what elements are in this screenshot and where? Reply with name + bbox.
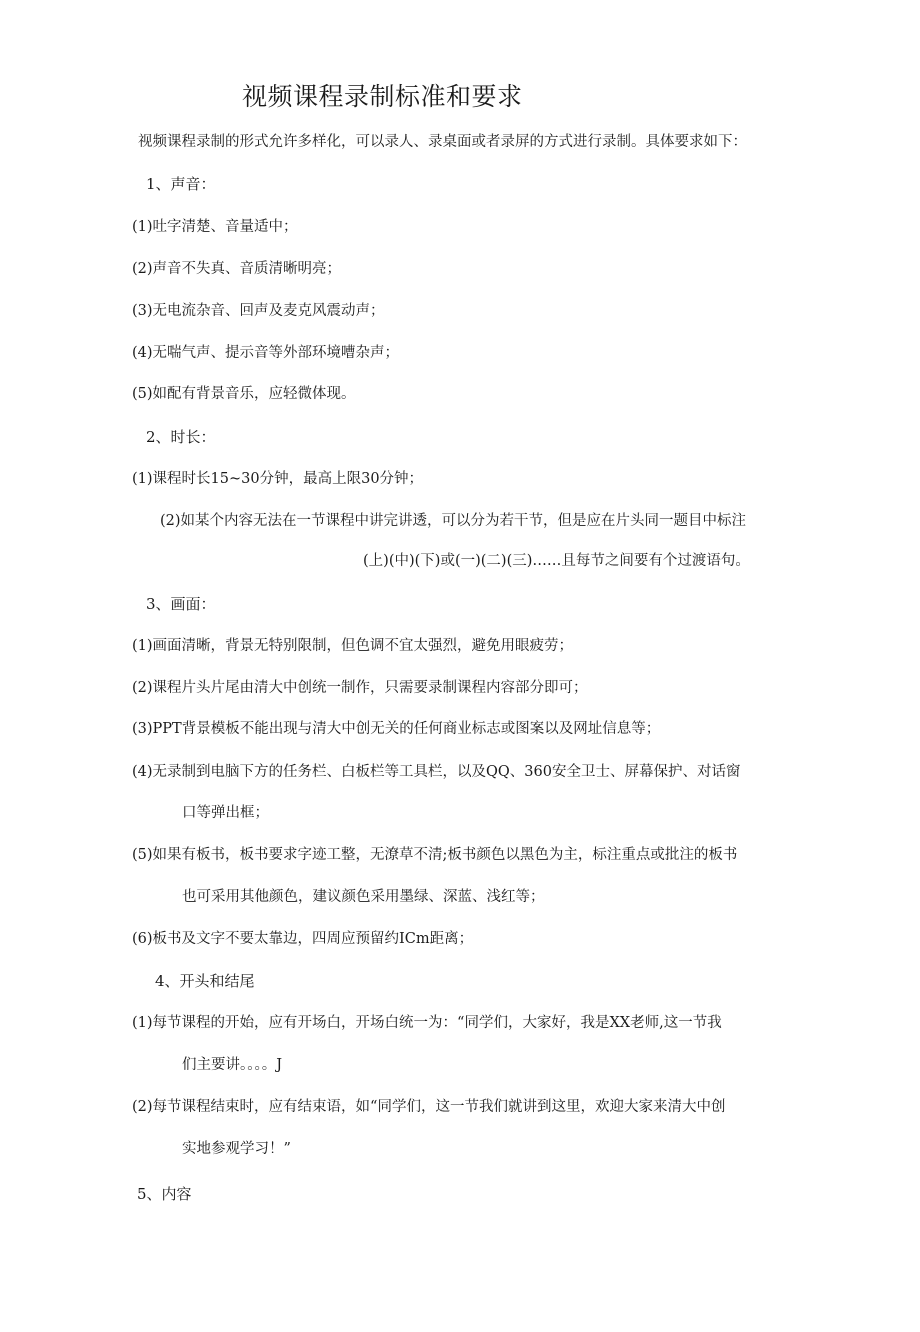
list-item-continuation: 们主要讲。。。。J (182, 1057, 283, 1073)
list-item: (4)无喘气声、提示音等外部环境嘈杂声； (132, 345, 400, 361)
list-item: (6)板书及文字不要太靠边，四周应预留约ICm距离； (132, 931, 474, 947)
list-item: (5)如配有背景音乐，应轻微体现。 (132, 386, 356, 402)
list-item: (3)PPT背景模板不能出现与清大中创无关的任何商业标志或图案以及网址信息等； (132, 721, 661, 737)
section-heading-sound: 1、声音： (146, 175, 216, 193)
list-item-continuation: (上)(中)(下)或(一)(二)(三)……且每节之间要有个过渡语句。 (363, 553, 750, 569)
list-item: (1)课程时长15~30分钟，最高上限30分钟； (132, 471, 424, 487)
section-heading-duration: 2、时长： (146, 428, 216, 446)
list-item-continuation: 也可采用其他颜色，建议颜色采用墨绿、深蓝、浅红等； (182, 889, 545, 905)
list-item: (2)课程片头片尾由清大中创统一制作，只需要录制课程内容部分即可； (132, 680, 588, 696)
document-title: 视频课程录制标准和要求 (242, 82, 523, 111)
intro-paragraph: 视频课程录制的形式允许多样化，可以录人、录桌面或者录屏的方式进行录制。具体要求如下： (138, 134, 747, 150)
list-item-continuation: 实地参观学习！” (182, 1141, 291, 1157)
list-item: (1)吐字清楚、音量适中； (132, 219, 298, 235)
list-item-continuation: 口等弹出框； (182, 805, 269, 821)
list-item: (2)如某个内容无法在一节课程中讲完讲透，可以分为若干节，但是应在片头同一题目中标注 (160, 513, 747, 529)
list-item: (2)每节课程结束时，应有结束语，如“同学们，这一节我们就讲到这里，欢迎大家来清大中创 (132, 1099, 726, 1115)
section-heading-opening-closing: 4、开头和结尾 (155, 972, 255, 990)
list-item: (2)声音不失真、音质清晰明亮； (132, 261, 342, 277)
list-item: (1)画面清晰，背景无特别限制，但色调不宜太强烈，避免用眼疲劳； (132, 638, 574, 654)
list-item: (4)无录制到电脑下方的任务栏、白板栏等工具栏，以及QQ、360安全卫士、屏幕保护、对话窗 (132, 764, 741, 780)
section-heading-content: 5、内容 (137, 1185, 192, 1203)
list-item: (3)无电流杂音、回声及麦克风震动声； (132, 303, 385, 319)
section-heading-picture: 3、画面： (146, 595, 216, 613)
list-item: (5)如果有板书，板书要求字迹工整，无潦草不清;板书颜色以黑色为主，标注重点或批注的板书 (132, 847, 738, 863)
list-item: (1)每节课程的开始，应有开场白，开场白统一为：“同学们，大家好，我是XX老师,这一节我 (132, 1015, 722, 1031)
